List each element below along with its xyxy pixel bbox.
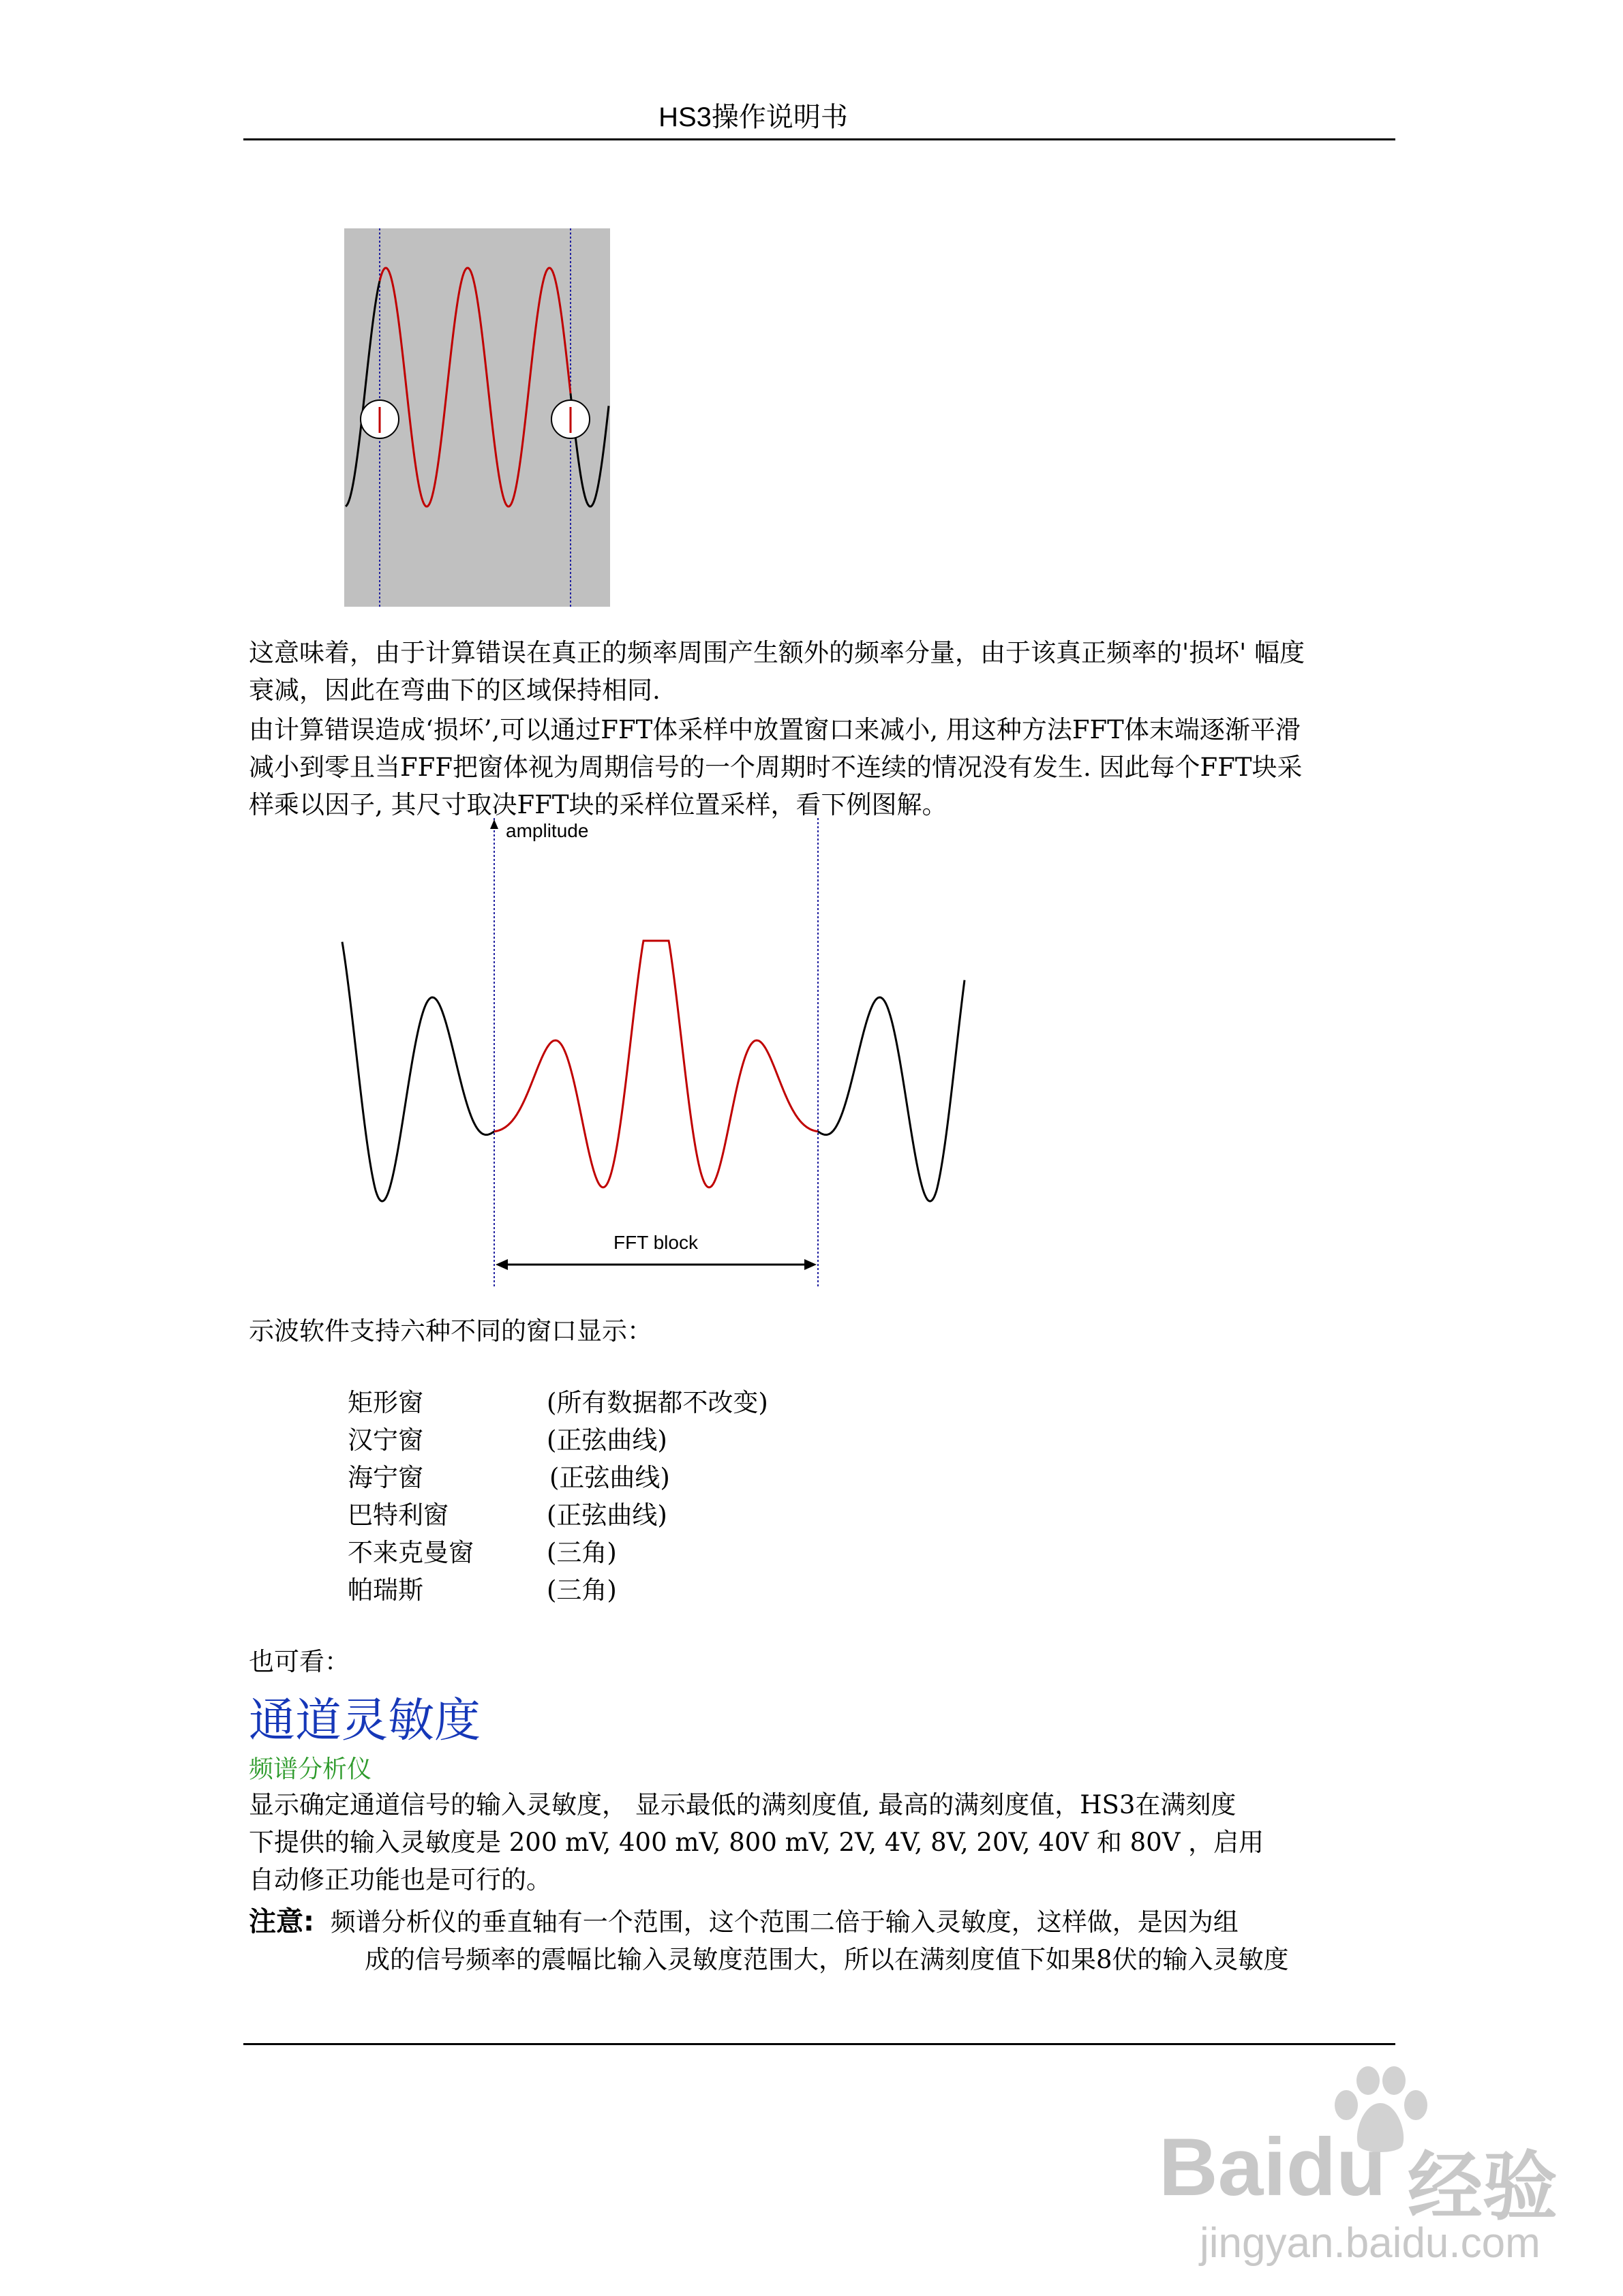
window-item [348, 1571, 617, 1609]
window-name: 不来克曼窗 [348, 1538, 474, 1567]
header-rule [243, 138, 1395, 140]
windowed-sine-figure [344, 228, 610, 607]
window-name: 巴特利窗 [348, 1500, 449, 1530]
page-header-title: HS3操作说明书 [658, 102, 848, 132]
fft-block-arrow-left [496, 1259, 508, 1270]
footer-rule [243, 2043, 1395, 2045]
window-name: 海宁窗 [348, 1463, 423, 1492]
window-item [348, 1496, 667, 1534]
window-item [348, 1384, 768, 1421]
window-name: 汉宁窗 [348, 1425, 423, 1455]
watermark-product: 经验 [1408, 2145, 1558, 2229]
amplitude-axis-arrow [490, 819, 498, 829]
window-item [348, 1421, 667, 1459]
paragraph-1 [249, 634, 1394, 709]
fft-block-arrow-right [804, 1259, 817, 1270]
section-subtitle: 频谱分析仪 [249, 1755, 372, 1783]
section-body-line-3: 自动修正功能也是可行的。 [249, 1865, 551, 1894]
fft-block-label: FFT block [613, 1232, 698, 1253]
window-desc: (三角) [547, 1575, 617, 1605]
watermark-brand [1159, 2120, 1386, 2214]
paragraph-2 [249, 711, 1394, 824]
section-body [249, 1786, 1394, 1899]
window-item [348, 1459, 670, 1496]
window-desc: (三角) [547, 1538, 617, 1567]
fft-window-figure [334, 818, 975, 1295]
window-desc: (正弦曲线) [547, 1425, 667, 1455]
note-line-2: 成的信号频率的震幅比输入灵敏度范围大，所以在满刻度值下如果8伏的输入灵敏度 [365, 1945, 1289, 1974]
paragraph-2-line-3: 样乘以因子, 其尺寸取决FFT块的采样位置采样，看下例图解。 [249, 790, 947, 819]
section-body-line-2: 下提供的输入灵敏度是 200 mV, 400 mV, 800 mV, 2V, 4V, 8V, 20V, 40V 和 80V ，启用 [249, 1828, 1264, 1857]
section-title: 通道灵敏度 [249, 1695, 481, 1747]
watermark-brand-du: du [1286, 2121, 1386, 2213]
window-name: 帕瑞斯 [348, 1575, 423, 1605]
amplitude-axis-label: amplitude [506, 820, 589, 841]
see-also: 也可看： [249, 1647, 350, 1676]
watermark-brand-bai: Bai [1159, 2121, 1286, 2213]
window-desc: (正弦曲线) [549, 1463, 670, 1492]
windowed-wave-outside-left [342, 942, 494, 1201]
window-item [348, 1534, 617, 1571]
windowed-wave-inside-block [494, 941, 818, 1188]
section-body-line-1: 显示确定通道信号的输入灵敏度， 显示最低的满刻度值, 最高的满刻度值，HS3在满刻度 [249, 1790, 1237, 1819]
paragraph-2-line-1: 由计算错误造成‘损坏’,可以通过FFT体采样中放置窗口来减小, 用这种方法FFT体末端逐渐平滑 [249, 715, 1301, 744]
paragraph-1-line-1: 这意味着，由于计算错误在真正的频率周围产生额外的频率分量，由于该真正频率的'损坏' 幅度 [249, 638, 1305, 667]
note-label: 注意: [249, 1906, 314, 1937]
window-name: 矩形窗 [348, 1388, 423, 1417]
watermark-url: jingyan.baidu.com [1200, 2220, 1541, 2267]
paragraph-1-line-2: 衰减，因此在弯曲下的区域保持相同. [249, 676, 661, 705]
windowed-wave-outside-right [818, 980, 965, 1201]
windows-intro: 示波软件支持六种不同的窗口显示： [249, 1316, 652, 1346]
window-desc: (正弦曲线) [547, 1500, 667, 1530]
baidu-watermark [1159, 2066, 1595, 2284]
paragraph-2-line-2: 减小到零且当FFF把窗体视为周期信号的一个周期时不连续的情况没有发生. 因此每个FFT块采 [249, 753, 1303, 782]
window-desc: (所有数据都不改变) [547, 1388, 768, 1417]
note-block [249, 1903, 1394, 1978]
note-line-1: 频谱分析仪的垂直轴有一个范围，这个范围二倍于输入灵敏度，这样做，是因为组 [330, 1907, 1239, 1937]
